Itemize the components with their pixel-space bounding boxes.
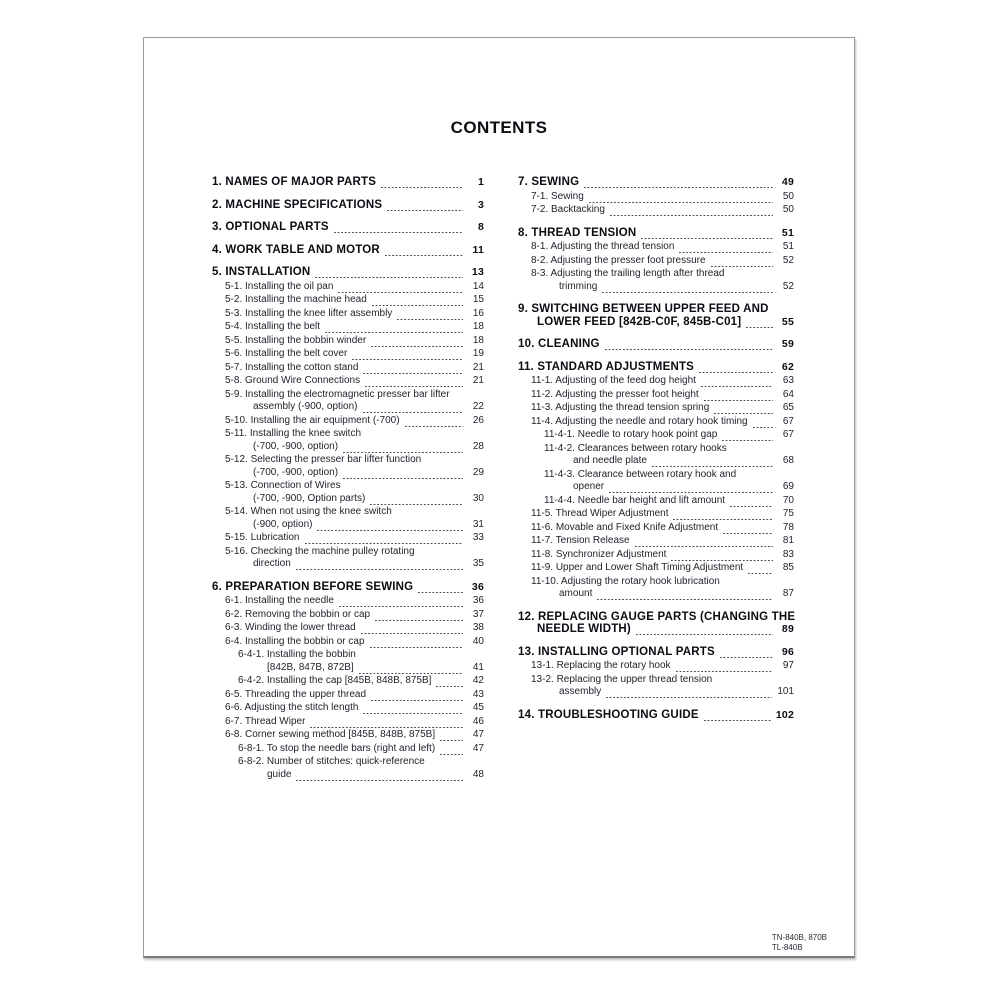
toc-entry xyxy=(531,660,794,673)
toc-page-number: 67 xyxy=(782,415,794,427)
contents-title: CONTENTS xyxy=(450,118,548,137)
toc-page-number: 97 xyxy=(782,660,794,671)
toc-page-number: 96 xyxy=(781,645,794,658)
toc-entry-label-continued: [842B, 847B, 872B] xyxy=(267,661,354,673)
toc-entry-label: 11-5. Thread Wiper Adjustment xyxy=(531,508,669,519)
toc-page-number: 89 xyxy=(781,623,794,635)
toc-entry xyxy=(518,361,794,374)
toc-entry-label-continued: NEEDLE WIDTH) xyxy=(537,623,631,635)
toc-page-number: 78 xyxy=(782,521,794,533)
toc-page-number: 65 xyxy=(782,402,794,413)
toc-page-number: 101 xyxy=(777,686,794,697)
toc-entry xyxy=(225,415,484,428)
dot-leader xyxy=(387,208,463,211)
dot-leader xyxy=(610,214,773,217)
toc-page-number: 21 xyxy=(472,361,484,373)
toc-entry-label: 11-2. Adjusting the presser foot height xyxy=(531,388,699,400)
toc-page-number: 21 xyxy=(472,375,484,386)
toc-entry-label-continued: guide xyxy=(267,768,292,780)
toc-entry xyxy=(212,266,484,279)
toc-page-number: 69 xyxy=(782,481,794,492)
toc-entry xyxy=(518,303,794,328)
toc-page-number: 41 xyxy=(472,661,484,673)
dot-leader xyxy=(372,304,463,307)
dot-leader xyxy=(363,712,463,715)
toc-entry-label: 6-8-1. To stop the needle bars (right and left) xyxy=(238,742,436,754)
dot-leader xyxy=(296,568,463,571)
dot-leader xyxy=(334,231,463,234)
toc-entry xyxy=(225,335,484,348)
toc-entry-label: 11-8. Synchronizer Adjustment xyxy=(531,548,667,560)
toc-entry-label: 6-2. Removing the bobbin or cap xyxy=(225,608,371,620)
dot-leader xyxy=(699,370,773,373)
toc-page-number: 51 xyxy=(781,226,794,239)
toc-page-number: 62 xyxy=(781,360,794,373)
dot-leader xyxy=(673,518,773,521)
dot-leader xyxy=(720,655,773,658)
toc-page-number: 35 xyxy=(472,558,484,569)
toc-page-number: 47 xyxy=(472,729,484,740)
toc-page-number: 37 xyxy=(472,608,484,620)
dot-leader xyxy=(363,371,463,374)
toc-entry xyxy=(238,649,484,674)
dot-leader xyxy=(361,632,463,635)
dot-leader xyxy=(385,253,463,256)
toc-entry-label: 5-2. Installing the machine head xyxy=(225,294,367,305)
toc-entry-label: 11-6. Movable and Fixed Knife Adjustment xyxy=(531,521,719,533)
toc-page-number: 26 xyxy=(472,414,484,426)
toc-entry-label: 6. PREPARATION BEFORE SEWING xyxy=(212,580,414,593)
dot-leader xyxy=(305,542,464,545)
dot-leader xyxy=(641,236,773,239)
dot-leader xyxy=(325,331,463,334)
toc-entry xyxy=(225,532,484,545)
toc-entry-label: 7-1. Sewing xyxy=(531,190,584,202)
toc-page-number: 49 xyxy=(781,176,794,188)
toc-page-number: 75 xyxy=(782,508,794,519)
toc-entry xyxy=(225,729,484,742)
dot-leader xyxy=(635,545,773,548)
toc-page-number: 52 xyxy=(782,254,794,266)
toc-entry-label-continued: (-700, -900, Option parts) xyxy=(253,492,366,504)
toc-page-number: 36 xyxy=(472,595,484,606)
toc-page-number: 45 xyxy=(472,702,484,713)
toc-entry-label: 11-4-3. Clearance between rotary hook and xyxy=(544,468,737,480)
toc-entry xyxy=(544,495,794,508)
toc-entry-label: 7-2. Backtacking xyxy=(531,204,605,215)
toc-entry-label: 8-1. Adjusting the thread tension xyxy=(531,241,675,252)
toc-entry xyxy=(531,402,794,415)
dot-leader xyxy=(748,572,773,575)
toc-entry-label: 5-7. Installing the cotton stand xyxy=(225,361,359,373)
toc-entry-label: 5-16. Checking the machine pulley rotating xyxy=(225,545,415,557)
toc-entry xyxy=(531,562,794,575)
toc-entry xyxy=(212,199,484,212)
toc-entry xyxy=(225,609,484,622)
model-numbers-line1: TN-840B, 870B xyxy=(771,933,827,942)
toc-entry-label: 8-3. Adjusting the trailing length after thread xyxy=(531,268,725,279)
toc-page-number: 46 xyxy=(472,715,484,727)
toc-entry xyxy=(225,716,484,729)
dot-leader xyxy=(365,385,463,388)
toc-entry-label-continued: LOWER FEED [842B-C0F, 845B-C01] xyxy=(537,315,742,328)
toc-page-number: 42 xyxy=(472,675,484,686)
toc-entry xyxy=(212,176,484,189)
model-numbers-line2: TL-840B xyxy=(771,942,803,952)
toc-entry xyxy=(518,646,794,659)
toc-entry-label: 11-4-4. Needle bar height and lift amount xyxy=(544,494,726,506)
dot-leader xyxy=(363,411,464,414)
toc-page-number: 102 xyxy=(775,708,794,721)
toc-entry-label: 12. REPLACING GAUGE PARTS (CHANGING THE xyxy=(518,610,796,623)
toc-entry xyxy=(225,702,484,715)
toc-entry xyxy=(212,244,484,257)
toc-entry xyxy=(225,375,484,388)
toc-entry xyxy=(225,506,484,531)
toc-entry-label: 13. INSTALLING OPTIONAL PARTS xyxy=(518,645,715,658)
toc-entry xyxy=(531,522,794,535)
toc-entry-label: 5-15. Lubrication xyxy=(225,532,300,543)
toc-entry-label-continued: (-700, -900, option) xyxy=(253,466,339,478)
toc-page-number: 81 xyxy=(782,535,794,546)
toc-entry-label: 5-9. Installing the electromagnetic presser bar lifter xyxy=(225,388,450,400)
toc-page-number: 64 xyxy=(782,388,794,400)
toc-page-number: 30 xyxy=(472,492,484,504)
toc-entry-label: 2. MACHINE SPECIFICATIONS xyxy=(212,198,383,211)
toc-column-right xyxy=(518,176,794,782)
toc-entry xyxy=(531,549,794,562)
toc-page-number: 14 xyxy=(472,280,484,292)
dot-leader xyxy=(714,412,773,415)
toc-entry xyxy=(531,389,794,402)
toc-entry-label: 11-10. Adjusting the rotary hook lubrication xyxy=(531,575,720,587)
toc-entry-label-continued: (-700, -900, option) xyxy=(253,440,339,452)
dot-leader xyxy=(730,504,773,507)
dot-leader xyxy=(722,439,773,442)
toc-entry-label: 11. STANDARD ADJUSTMENTS xyxy=(518,360,695,373)
toc-entry-label: 5-12. Selecting the presser bar lifter function xyxy=(225,454,422,465)
toc-entry-label: 5-1. Installing the oil pan xyxy=(225,280,334,292)
toc-entry xyxy=(225,622,484,635)
dot-leader xyxy=(589,200,773,203)
toc-entry xyxy=(531,535,794,548)
toc-entry-label: 8-2. Adjusting the presser foot pressure xyxy=(531,254,706,266)
toc-entry-label: 9. SWITCHING BETWEEN UPPER FEED AND xyxy=(518,303,769,315)
toc-entry-label: 5-10. Installing the air equipment (-700) xyxy=(225,414,400,426)
toc-page-number: 67 xyxy=(782,429,794,440)
dot-leader xyxy=(436,685,463,688)
dot-leader xyxy=(609,491,773,494)
toc-entry-label-continued: amount xyxy=(559,588,593,599)
toc-page-number: 87 xyxy=(782,588,794,599)
toc-page-number: 16 xyxy=(472,307,484,319)
toc-page-number: 51 xyxy=(782,241,794,252)
toc-entry-label-continued: opener xyxy=(573,481,605,492)
toc-entry xyxy=(544,429,794,442)
toc-entry xyxy=(225,362,484,375)
toc-entry-label: 13-2. Replacing the upper thread tension xyxy=(531,673,713,685)
toc-page-number: 85 xyxy=(782,562,794,573)
dot-leader xyxy=(375,618,463,621)
dot-leader xyxy=(405,424,463,427)
toc-entry xyxy=(212,221,484,234)
dot-leader xyxy=(370,645,463,648)
toc-entry-label: 6-8. Corner sewing method [845B, 848B, 875B] xyxy=(225,729,436,740)
toc-page-number: 70 xyxy=(782,494,794,506)
toc-page-number: 28 xyxy=(472,440,484,452)
toc-page-number: 19 xyxy=(472,348,484,359)
toc-entry xyxy=(238,756,484,781)
toc-page-number: 22 xyxy=(472,401,484,412)
toc-entry-label-continued: assembly (-900, option) xyxy=(253,401,358,412)
toc-entry xyxy=(531,375,794,388)
toc-entry-label: 5-14. When not using the knee switch xyxy=(225,506,392,517)
toc-page-number: 33 xyxy=(472,532,484,543)
toc-entry-label: 5-8. Ground Wire Connections xyxy=(225,375,361,386)
toc-entry-label: 6-1. Installing the needle xyxy=(225,595,334,606)
toc-entry xyxy=(518,611,794,636)
toc-entry-label: 4. WORK TABLE AND MOTOR xyxy=(212,243,380,256)
toc-entry-label-continued: trimming xyxy=(559,280,598,292)
toc-page-number: 1 xyxy=(477,176,484,188)
toc-entry-label: 6-4. Installing the bobbin or cap xyxy=(225,635,365,647)
model-numbers xyxy=(772,933,827,952)
toc-page-number: 43 xyxy=(472,688,484,700)
toc-entry xyxy=(225,689,484,702)
dot-leader xyxy=(704,718,771,721)
toc-entry xyxy=(518,176,794,189)
dot-leader xyxy=(371,344,463,347)
toc-entry-label: 5. INSTALLATION xyxy=(212,266,311,278)
dot-leader xyxy=(679,251,773,254)
dot-leader xyxy=(676,670,773,673)
toc-page-number: 36 xyxy=(471,580,484,593)
dot-leader xyxy=(397,317,463,320)
toc-entry xyxy=(518,709,794,722)
toc-entry xyxy=(518,227,794,240)
toc-entry xyxy=(225,321,484,334)
dot-leader xyxy=(753,425,773,428)
dot-leader xyxy=(704,398,773,401)
toc-entry xyxy=(531,416,794,429)
dot-leader xyxy=(381,186,463,189)
toc-entry xyxy=(531,204,794,217)
dot-leader xyxy=(723,531,773,534)
toc-page-number: 59 xyxy=(781,338,794,350)
toc-entry xyxy=(531,241,794,254)
toc-entry-label: 10. CLEANING xyxy=(518,338,600,350)
dot-leader xyxy=(746,325,773,328)
toc-entry-label: 5-4. Installing the belt xyxy=(225,321,321,332)
toc-entry-label: 5-11. Installing the knee switch xyxy=(225,428,362,439)
toc-entry-label: 11-4-2. Clearances between rotary hooks xyxy=(544,442,727,454)
toc-entry xyxy=(531,508,794,521)
toc-entry xyxy=(544,443,794,468)
toc-page-number: 52 xyxy=(782,280,794,292)
toc-entry xyxy=(225,636,484,649)
toc-page-number: 29 xyxy=(472,466,484,478)
toc-entry xyxy=(225,308,484,321)
toc-entry xyxy=(238,675,484,688)
toc-page-number: 11 xyxy=(472,243,484,256)
dot-leader xyxy=(371,698,463,701)
toc-entry-label: 11-7. Tension Release xyxy=(531,535,630,546)
dot-leader xyxy=(317,528,463,531)
toc-entry-label: 6-8-2. Number of stitches: quick-reference xyxy=(238,756,425,767)
toc-entry-label: 6-3. Winding the lower thread xyxy=(225,622,356,633)
toc-entry-label: 6-7. Thread Wiper xyxy=(225,715,306,727)
toc-entry-label: 11-1. Adjusting of the feed dog height xyxy=(531,375,696,386)
toc-page-number: 50 xyxy=(782,204,794,215)
toc-entry xyxy=(225,294,484,307)
dot-leader xyxy=(343,450,463,453)
dot-leader xyxy=(711,264,773,267)
dot-leader xyxy=(296,778,463,781)
toc-page-number: 18 xyxy=(472,321,484,332)
toc-entry xyxy=(225,348,484,361)
toc-entry xyxy=(531,674,794,699)
toc-entry-label: 5-6. Installing the belt cover xyxy=(225,348,348,359)
toc-column-left xyxy=(212,176,484,782)
toc-entry-label: 13-1. Replacing the rotary hook xyxy=(531,660,671,671)
toc-entry-label-continued: direction xyxy=(253,558,291,569)
toc-entry xyxy=(225,281,484,294)
dot-leader xyxy=(352,358,463,361)
toc-entry-label-continued: (-900, option) xyxy=(253,518,313,530)
dot-leader xyxy=(636,633,773,636)
toc-page-number: 18 xyxy=(472,334,484,346)
toc-page-number: 31 xyxy=(472,518,484,530)
toc-entry xyxy=(531,576,794,601)
toc-page-number: 40 xyxy=(472,635,484,647)
toc-page-number: 68 xyxy=(782,455,794,466)
dot-leader xyxy=(584,186,773,189)
toc-page-number: 8 xyxy=(477,221,484,233)
toc-entry xyxy=(238,743,484,756)
toc-entry xyxy=(544,469,794,494)
toc-entry-label: 6-5. Threading the upper thread xyxy=(225,688,367,700)
dot-leader xyxy=(440,752,463,755)
toc-page-number: 3 xyxy=(477,198,484,211)
toc-page-number: 13 xyxy=(471,266,484,278)
toc-entry-label: 6-4-1. Installing the bobbin xyxy=(238,649,356,660)
toc-entry-label: 11-4. Adjusting the needle and rotary hook timing xyxy=(531,415,748,427)
toc-entry xyxy=(225,480,484,505)
dot-leader xyxy=(671,558,773,561)
toc-entry xyxy=(518,338,794,351)
dot-leader xyxy=(602,290,773,293)
toc-entry xyxy=(225,389,484,414)
toc-entry xyxy=(212,581,484,594)
toc-entry xyxy=(531,255,794,268)
toc-page-number: 48 xyxy=(472,768,484,780)
toc-page-number: 55 xyxy=(781,315,794,328)
dot-leader xyxy=(343,476,463,479)
toc-entry-label: 6-6. Adjusting the stitch length xyxy=(225,702,359,713)
toc-entry-label-continued: and needle plate xyxy=(573,455,647,466)
dot-leader xyxy=(605,348,773,351)
toc-entry xyxy=(225,546,484,571)
dot-leader xyxy=(359,671,463,674)
dot-leader xyxy=(440,739,463,742)
document-page xyxy=(143,37,855,958)
toc-entry-label: 3. OPTIONAL PARTS xyxy=(212,221,329,233)
dot-leader xyxy=(701,385,773,388)
toc-page-number: 38 xyxy=(472,622,484,633)
dot-leader xyxy=(652,465,773,468)
toc-entry-label: 11-4-1. Needle to rotary hook point gap xyxy=(544,429,718,440)
toc-page-number: 50 xyxy=(782,190,794,202)
dot-leader xyxy=(418,590,463,593)
toc-entry-label: 14. TROUBLESHOOTING GUIDE xyxy=(518,708,699,721)
toc-entry-label: 11-3. Adjusting the thread tension spring xyxy=(531,402,710,413)
dot-leader xyxy=(606,696,772,699)
dot-leader xyxy=(315,276,463,279)
dot-leader xyxy=(339,605,463,608)
toc-page-number: 47 xyxy=(472,742,484,754)
toc-entry-label: 5-13. Connection of Wires xyxy=(225,480,341,491)
dot-leader xyxy=(338,290,463,293)
toc-entry-label: 6-4-2. Installing the cap [845B, 848B, 875B] xyxy=(238,675,432,686)
toc-entry-label: 7. SEWING xyxy=(518,176,580,188)
toc-page-number: 15 xyxy=(472,294,484,305)
toc-entry-label: 8. THREAD TENSION xyxy=(518,226,637,239)
toc-page-number: 83 xyxy=(782,548,794,560)
toc-entry-label: 5-3. Installing the knee lifter assembly xyxy=(225,307,393,319)
toc-entry-label: 5-5. Installing the bobbin winder xyxy=(225,334,367,346)
toc-entry xyxy=(531,191,794,204)
toc-page-number: 63 xyxy=(782,375,794,386)
toc-entry-label-continued: assembly xyxy=(559,686,602,697)
dot-leader xyxy=(310,725,463,728)
toc-entry xyxy=(225,428,484,453)
toc-columns xyxy=(144,176,854,782)
toc-entry-label: 1. NAMES OF MAJOR PARTS xyxy=(212,176,377,188)
toc-entry xyxy=(225,595,484,608)
toc-entry-label: 11-9. Upper and Lower Shaft Timing Adjustment xyxy=(531,562,744,573)
dot-leader xyxy=(370,502,463,505)
toc-entry xyxy=(225,454,484,479)
toc-entry xyxy=(531,268,794,293)
dot-leader xyxy=(597,598,773,601)
